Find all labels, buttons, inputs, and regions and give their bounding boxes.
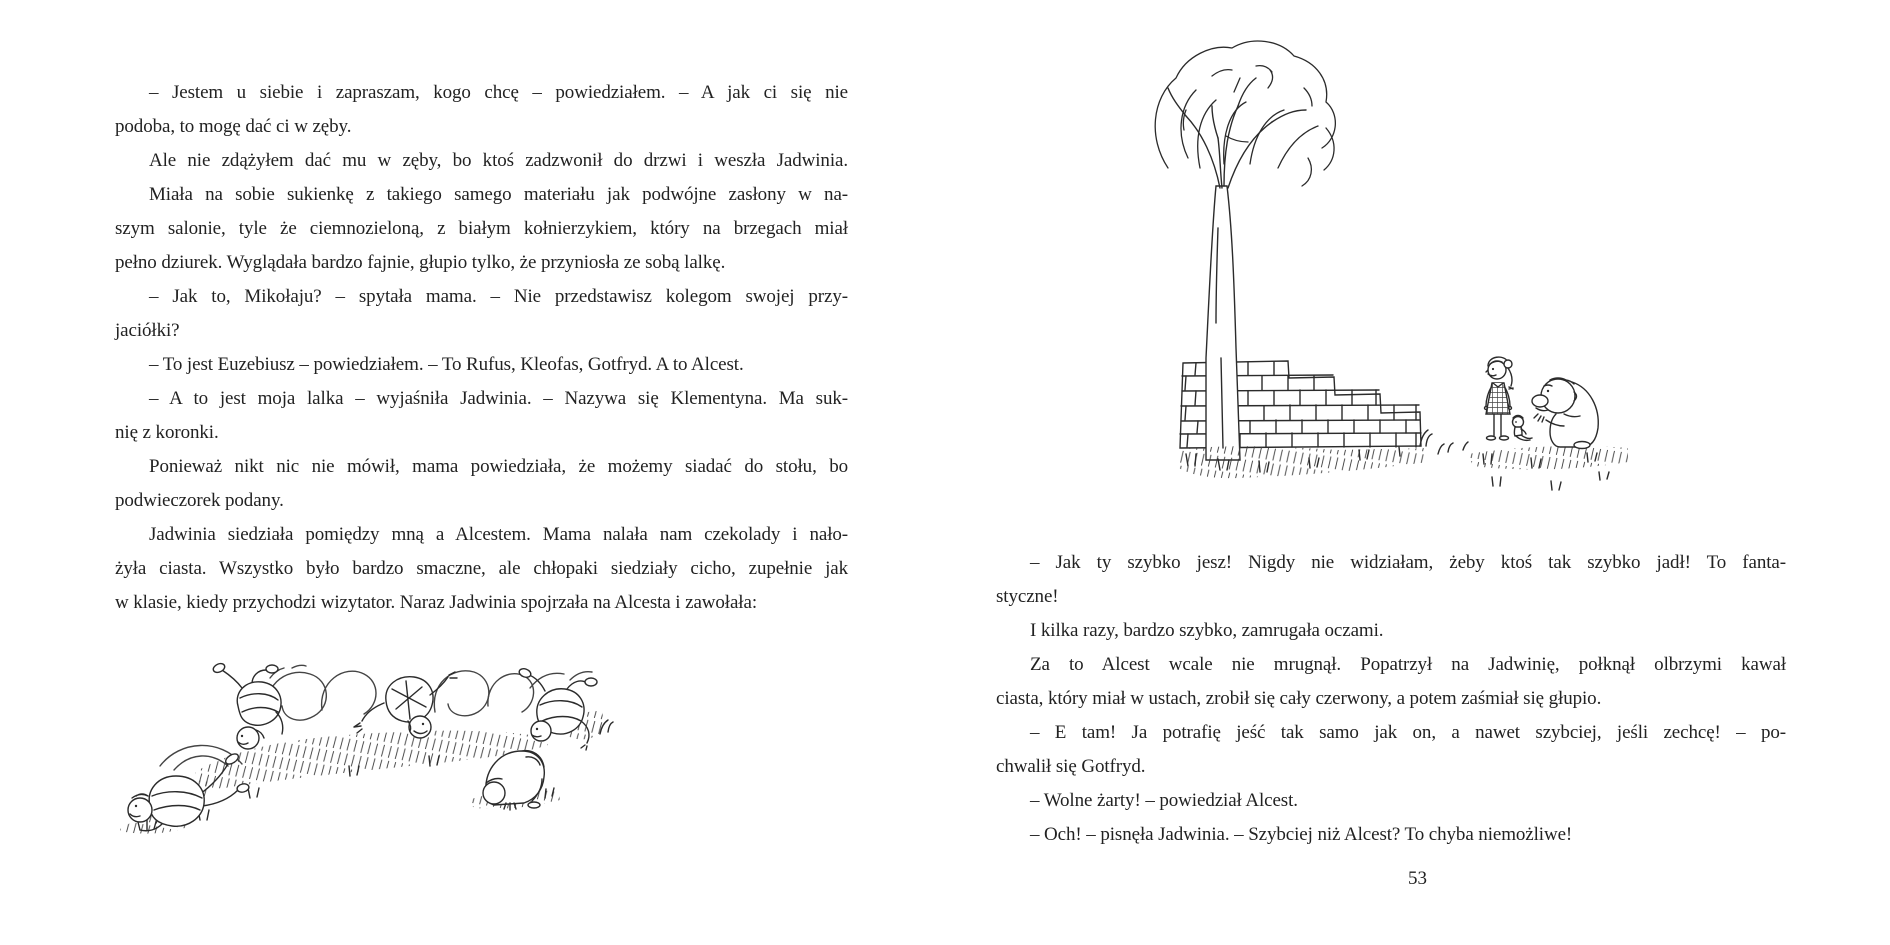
- text-line: szym salonie, tyle że ciemnozieloną, z białym kołnierzykiem, który na brzegach miał: [115, 218, 848, 239]
- text-line: I kilka razy, bardzo szybko, zamrugała oczami.: [1030, 620, 1384, 641]
- tumbling-child-1: [128, 752, 250, 831]
- text-line: – E tam! Ja potrafię jeść tak samo jak on, a nawet szybciej, jeśli zechcę! – po-: [1030, 722, 1786, 743]
- page-number: 53: [1408, 868, 1427, 889]
- text-line: – Wolne żarty! – powiedział Alcest.: [1030, 790, 1298, 811]
- boy-eating: [1532, 378, 1598, 449]
- doll: [1513, 416, 1533, 441]
- text-line: chwalił się Gotfryd.: [996, 756, 1146, 777]
- text-line: nię z koronki.: [115, 422, 219, 443]
- text-line: Miała na sobie sukienkę z takiego samego materiału jak podwójne zasłony w na-: [149, 184, 848, 205]
- text-line: – A to jest moja lalka – wyjaśniła Jadwinia. – Nazywa się Klementyna. Ma suk-: [149, 388, 848, 409]
- text-line: w klasie, kiedy przychodzi wizytator. Naraz Jadwinia spojrzała na Alcesta i zawołała:: [115, 592, 758, 613]
- text-line: podoba, to mogę dać ci w zęby.: [115, 116, 352, 137]
- tumbling-children-illustration: [100, 648, 820, 863]
- tree-and-wall-illustration: [1128, 18, 1776, 505]
- left-page-text: [115, 76, 848, 620]
- text-line: Jadwinia siedziała pomiędzy mną a Alcestem. Mama nalała nam czekolady i nało-: [149, 524, 848, 545]
- text-line: podwieczorek podany.: [115, 490, 284, 511]
- text-line: – Jak to, Mikołaju? – spytała mama. – Nie przedstawisz kolegom swojej przy-: [149, 286, 848, 307]
- text-line: – Och! – pisnęła Jadwinia. – Szybciej niż Alcest? To chyba niemożliwe!: [1030, 824, 1573, 845]
- right-page-text: [996, 546, 1786, 852]
- text-line: – Jestem u siebie i zapraszam, kogo chcę – powiedziałem. – A jak ci się nie: [149, 82, 848, 103]
- text-line: – To jest Euzebiusz – powiedziałem. – To Rufus, Kleofas, Gotfryd. A to Alcest.: [149, 354, 744, 375]
- tree-foliage: [1155, 41, 1335, 186]
- text-line: Ale nie zdążyłem dać mu w zęby, bo ktoś zadzwonił do drzwi i weszła Jadwinia.: [149, 150, 848, 171]
- text-line: jaciółki?: [115, 320, 180, 341]
- text-line: Ponieważ nikt nic nie mówił, mama powiedziała, że możemy siadać do stołu, bo: [149, 456, 848, 477]
- grass-under-children: [1468, 446, 1628, 490]
- text-line: Za to Alcest wcale nie mrugnął. Popatrzył na Jadwinię, połknął olbrzymi kawał: [1030, 654, 1786, 675]
- text-line: pełno dziurek. Wyglądała bardzo fajnie, głupio tylko, że przyniosła ze sobą lalkę.: [115, 252, 726, 273]
- text-line: żyła ciasta. Wszystko było bardzo smaczne, ale chłopaki siedziały cicho, zupełnie jak: [115, 558, 848, 579]
- text-line: styczne!: [996, 586, 1059, 607]
- text-line: ciasta, który miał w ustach, zrobił się cały czerwony, a potem zaśmiał się głupio.: [996, 688, 1602, 709]
- text-line: – Jak ty szybko jesz! Nigdy nie widziałam, żeby ktoś tak szybko jadł! To fanta-: [1030, 552, 1786, 573]
- girl-with-plaid-dress: [1485, 357, 1514, 440]
